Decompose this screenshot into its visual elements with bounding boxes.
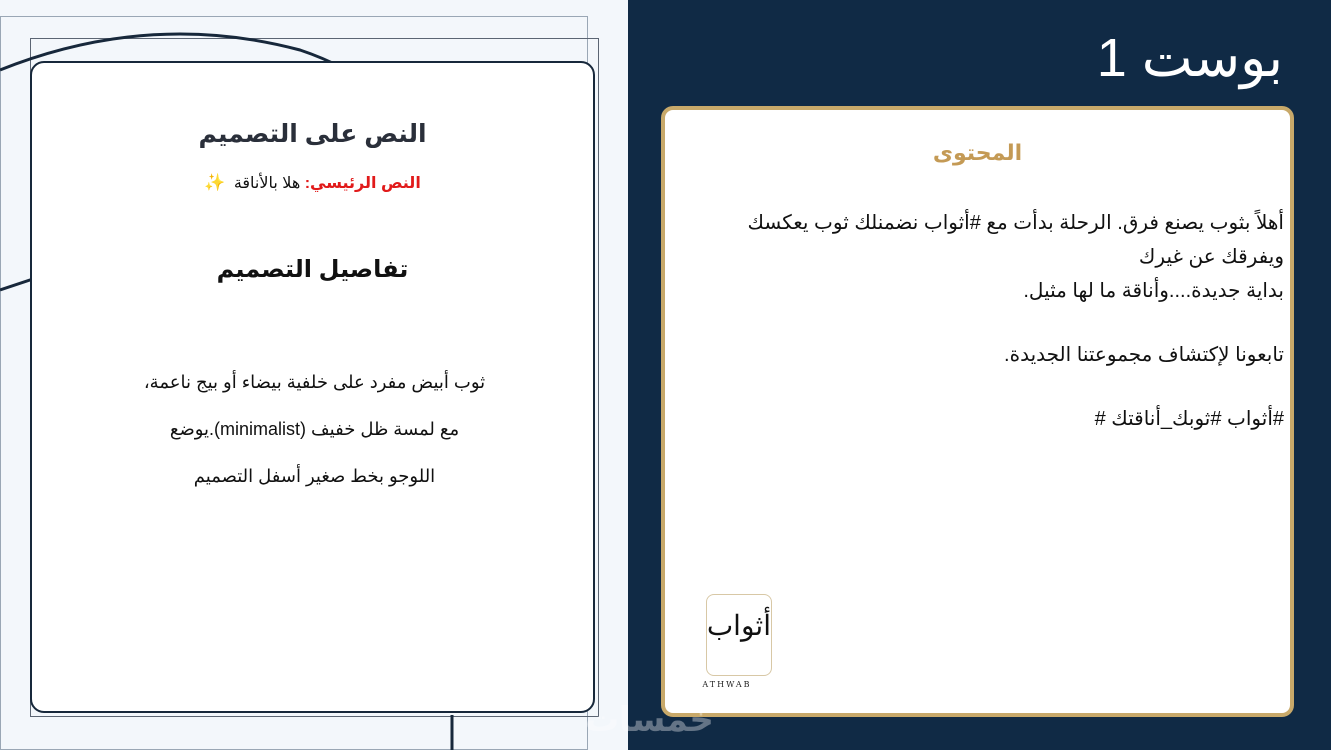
post-panel — [628, 0, 1331, 750]
brand-logo — [706, 594, 772, 676]
main-text-line — [32, 173, 593, 193]
body-line: ويفرقك عن غيرك — [1138, 246, 1284, 268]
design-details-heading: تفاصيل التصميم — [216, 256, 409, 283]
content-heading: المحتوى — [932, 140, 1023, 165]
main-text-value: هلا بالأناقة — [233, 175, 301, 192]
description-line: ثوب أبيض مفرد على خلفية بيضاء أو بيج ناعمة، — [143, 372, 486, 392]
main-text-label: النص الرئيسي: — [304, 175, 421, 192]
post-title: بوست 1 — [1096, 28, 1283, 88]
description-line: مع لمسة ظل خفيف (minimalist).يوضع — [169, 419, 460, 439]
watermark: خمسات — [585, 701, 714, 739]
body-line: أهلاً بثوب يصنع فرق. الرحلة بدأت مع #أثواب نضمنلك ثوب يعكسك — [747, 212, 1284, 234]
body-line: بداية جديدة....وأناقة ما لها مثيل. — [1023, 280, 1284, 302]
logo-arabic-text: أثواب — [706, 609, 771, 642]
content-body — [671, 206, 1284, 436]
description-line: اللوجو بخط صغير أسفل التصميم — [193, 466, 436, 486]
design-description — [72, 359, 557, 500]
content-card — [661, 106, 1294, 717]
design-text-title: النص على التصميم — [198, 120, 427, 148]
sparkle-icon: ✨ — [204, 173, 226, 192]
hashtags-line: #أثواب #ثوبك_أناقتك # — [1094, 408, 1284, 430]
design-text-card — [30, 61, 595, 713]
follow-line: تابعونا لإكتشاف مجموعتنا الجديدة. — [1004, 344, 1284, 366]
design-panel — [0, 0, 628, 750]
logo-latin-text: ATHWAB — [702, 680, 752, 689]
